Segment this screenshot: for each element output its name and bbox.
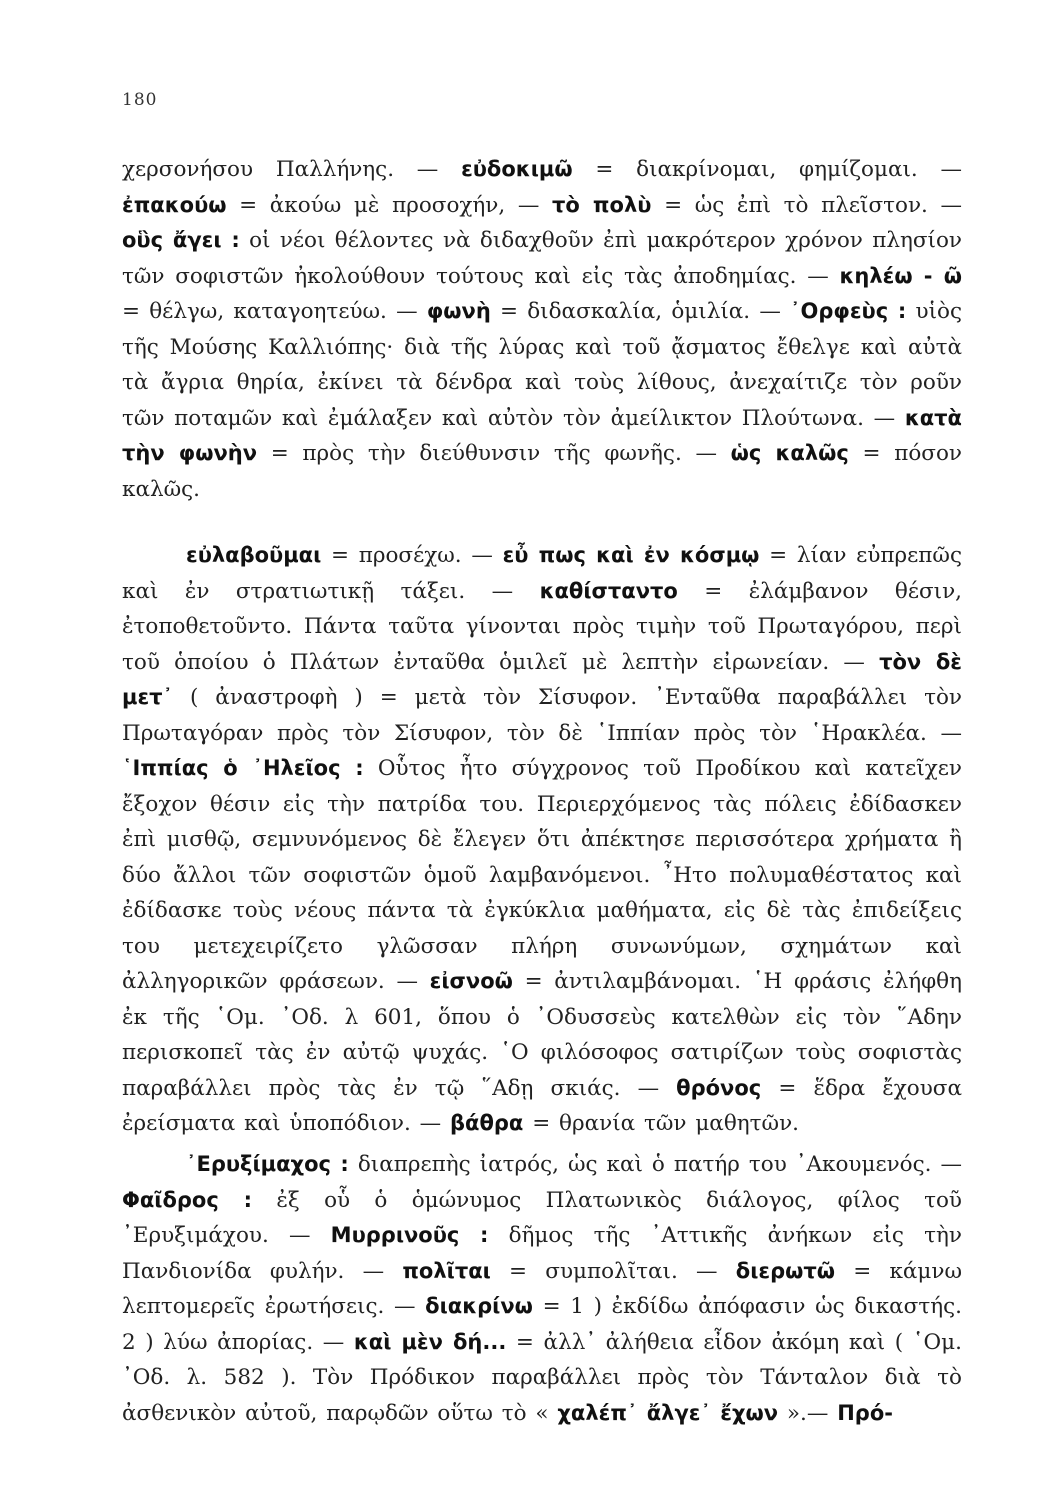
gloss-text: = ἀντιλαμβάνομαι. ῾Η φράσις ἐλήφθη ἐκ τῆς ῾Ομ. ᾿Οδ. λ 601, ὅπου ὁ ᾿Οδυσσεὺς κατελθὼν εἰς τὸν ῞Αδην περισκοπεῖ τὰς ἐν αὐτῷ ψυχάς. ῾Ο φιλόσοφος σατιρίζων τοὺς σοφιστὰς παραβάλλει πρὸς τὰς ἐν τῷ ῞Αδῃ σκιάς. — xyxy=(122,969,962,1101)
gloss-text: δῆμος τῆς ᾿Αττικῆς ἀνήκων εἰς τὴν Πανδιονίδα φυλήν. — xyxy=(122,1223,962,1284)
gloss-text: = συμπολῖται. — xyxy=(490,1258,736,1284)
lemma-term: φωνὴ xyxy=(426,299,491,323)
lemma-term: τὸν δὲ μετ᾿ xyxy=(122,649,962,709)
commentary-paragraph-1 xyxy=(122,152,962,507)
gloss-text: = θρανία τῶν μαθητῶν. xyxy=(523,1111,799,1136)
gloss-text: υἱὸς τῆς Μούσης Καλλιόπης· διὰ τῆς λύρας καὶ τοῦ ᾄσματος ἔθελγε καὶ αὐτὰ τὰ ἄγρια θηρία, ἐκίνει τὰ δένδρα καὶ τοὺς λίθους, ἀνεχαίτιζε τὸν ροῦν τῶν ποταμῶν καὶ ἐμάλαξεν καὶ αὐτὸν τὸν ἀμείλικτον Πλούτωνα. — xyxy=(122,299,962,431)
gloss-text: = ἕδρα ἔχουσα ἐρείσματα καὶ ὑποπόδιον. — xyxy=(122,1075,962,1136)
lemma-term: Πρό- xyxy=(837,1400,893,1425)
lemma-term: διακρίνω xyxy=(425,1294,533,1318)
lemma-term: εὐδοκιμῶ xyxy=(461,157,573,181)
gloss-text: = θέλγω, καταγοητεύω. — xyxy=(122,299,427,324)
gloss-text: = ἀκούω μὲ προσοχήν, — xyxy=(226,192,552,218)
lemma-term: κηλέω - ῶ xyxy=(839,263,962,288)
page-number: 180 xyxy=(122,90,158,110)
lemma-term: Μυρρινοῦς : xyxy=(330,1223,489,1247)
lemma-term: τὸ πολὺ xyxy=(551,192,652,217)
lemma-term: Φαῖδρος : xyxy=(122,1187,253,1212)
gloss-text: = πρὸς τὴν διεύθυνσιν τῆς φωνῆς. — xyxy=(257,441,731,466)
lemma-term: χαλέπ᾿ ἄλγε᾿ ἔχων xyxy=(557,1400,779,1425)
lemma-term: ῾Ιππίας ὁ ᾿Ηλεῖος : xyxy=(122,756,364,780)
gloss-text: = κάμνω λεπτομερεῖς ἐρωτήσεις. — xyxy=(122,1258,962,1319)
gloss-text: ( ἀναστροφὴ ) = μετὰ τὸν Σίσυφον. ᾿Ενταῦθα παραβάλλει τὸν Πρωταγόραν πρὸς τὸν Σίσυφον, τὸν δὲ ῾Ιππίαν πρὸς τὸν ῾Ηρακλέα. — xyxy=(122,685,962,746)
lemma-term: οὓς ἄγει : xyxy=(122,228,240,252)
lemma-term: καὶ μὲν δή... xyxy=(353,1329,507,1354)
lemma-term: ᾿Ερυξίμαχος : xyxy=(186,1152,349,1176)
lemma-term: εὐλαβοῦμαι xyxy=(186,543,322,567)
gloss-text: ἐξ οὗ ὁ ὁμώνυμος Πλατωνικὸς διάλογος, φίλος τοῦ ᾿Ερυξιμάχου. — xyxy=(122,1187,962,1248)
lemma-term: βάθρα xyxy=(450,1111,524,1135)
lemma-term: ἐπακούω xyxy=(122,192,227,217)
commentary-paragraph-3 xyxy=(122,1147,962,1431)
lemma-term: θρόνος xyxy=(676,1075,762,1100)
lemma-term: κατὰ τὴν φωνὴν xyxy=(122,405,962,465)
lemma-term: ᾿Ορφεὺς : xyxy=(790,299,907,323)
lemma-term: εὖ πως καὶ ἐν κόσμῳ xyxy=(502,543,760,567)
gloss-text: διαπρεπὴς ἰατρός, ὡς καὶ ὁ πατήρ του ᾿Ακουμενός. — xyxy=(348,1152,962,1177)
gloss-text: = λίαν εὐπρεπῶς καὶ ἐν στρατιωτικῇ τάξει. — xyxy=(122,543,963,604)
lemma-term: διερωτῶ xyxy=(735,1258,836,1283)
gloss-text: χερσονήσου Παλλήνης. — xyxy=(122,157,462,182)
gloss-text: = προσέχω. — xyxy=(321,543,503,568)
lemma-term: εἰσνοῶ xyxy=(429,969,513,993)
gloss-text: = ἀλλ᾿ ἀλήθεια εἶδον ἀκόμη καὶ ( ῾Ομ. ᾿Οδ. λ. 582 ). Τὸν Πρόδικον παραβάλλει πρὸς τὸν Τάνταλον διὰ τὸ ἀσθενικὸν αὐτοῦ, παρῳδῶν οὕτω τὸ « xyxy=(122,1329,962,1426)
lemma-term: πολῖται xyxy=(402,1258,491,1283)
gloss-text: ».— xyxy=(778,1400,838,1426)
lemma-term: ὡς καλῶς xyxy=(730,441,849,465)
gloss-text: = διακρίνομαι, φημίζομαι. — xyxy=(572,157,962,182)
gloss-text: οἱ νέοι θέλοντες νὰ διδαχθοῦν ἐπὶ μακρότερον χρόνον πλησίον τῶν σοφιστῶν ἠκολούθουν τούτους καὶ εἰς τὰς ἀποδημίας. — xyxy=(122,228,963,289)
gloss-text: = ὡς ἐπὶ τὸ πλεῖστον. — xyxy=(651,192,962,218)
gloss-text: = 1 ) ἐκδίδω ἀπόφασιν ὡς δικαστής. 2 ) λύω ἀπορίας. — xyxy=(122,1294,962,1355)
gloss-text: = πόσον καλῶς. xyxy=(122,441,962,502)
gloss-text: = διδασκαλία, ὁμιλία. — xyxy=(490,299,791,324)
lemma-term: καθίσταντο xyxy=(539,578,678,603)
commentary-paragraph-2 xyxy=(122,538,962,1142)
gloss-text: = ἐλάμβανον θέσιν, ἐτοποθετοῦντο. Πάντα ταῦτα γίνονται πρὸς τιμὴν τοῦ Πρωταγόρου, περὶ τοῦ ὁποίου ὁ Πλάτων ἐνταῦθα ὁμιλεῖ μὲ λεπτὴν εἰρωνείαν. — xyxy=(122,578,962,675)
gloss-text: Οὗτος ἦτο σύγχρονος τοῦ Προδίκου καὶ κατεῖχεν ἔξοχον θέσιν εἰς τὴν πατρίδα του. Περιερχόμενος τὰς πόλεις ἐδίδασκεν ἐπὶ μισθῷ, σεμνυνόμενος δὲ ἔλεγεν ὅτι ἀπέκτησε περισσότερα χρήματα ἢ δύο ἄλλοι τῶν σοφιστῶν ὁμοῦ λαμβανόμενοι. ῏Ητο πολυμαθέστατος καὶ ἐδίδασκε τοὺς νέους πάντα τὰ ἐγκύκλια μαθήματα, εἰς δὲ τὰς ἐπιδείξεις του μετεχειρίζετο γλῶσσαν πλήρη συνωνύμων, σχημάτων καὶ ἀλληγορικῶν φράσεων. — xyxy=(122,756,962,994)
